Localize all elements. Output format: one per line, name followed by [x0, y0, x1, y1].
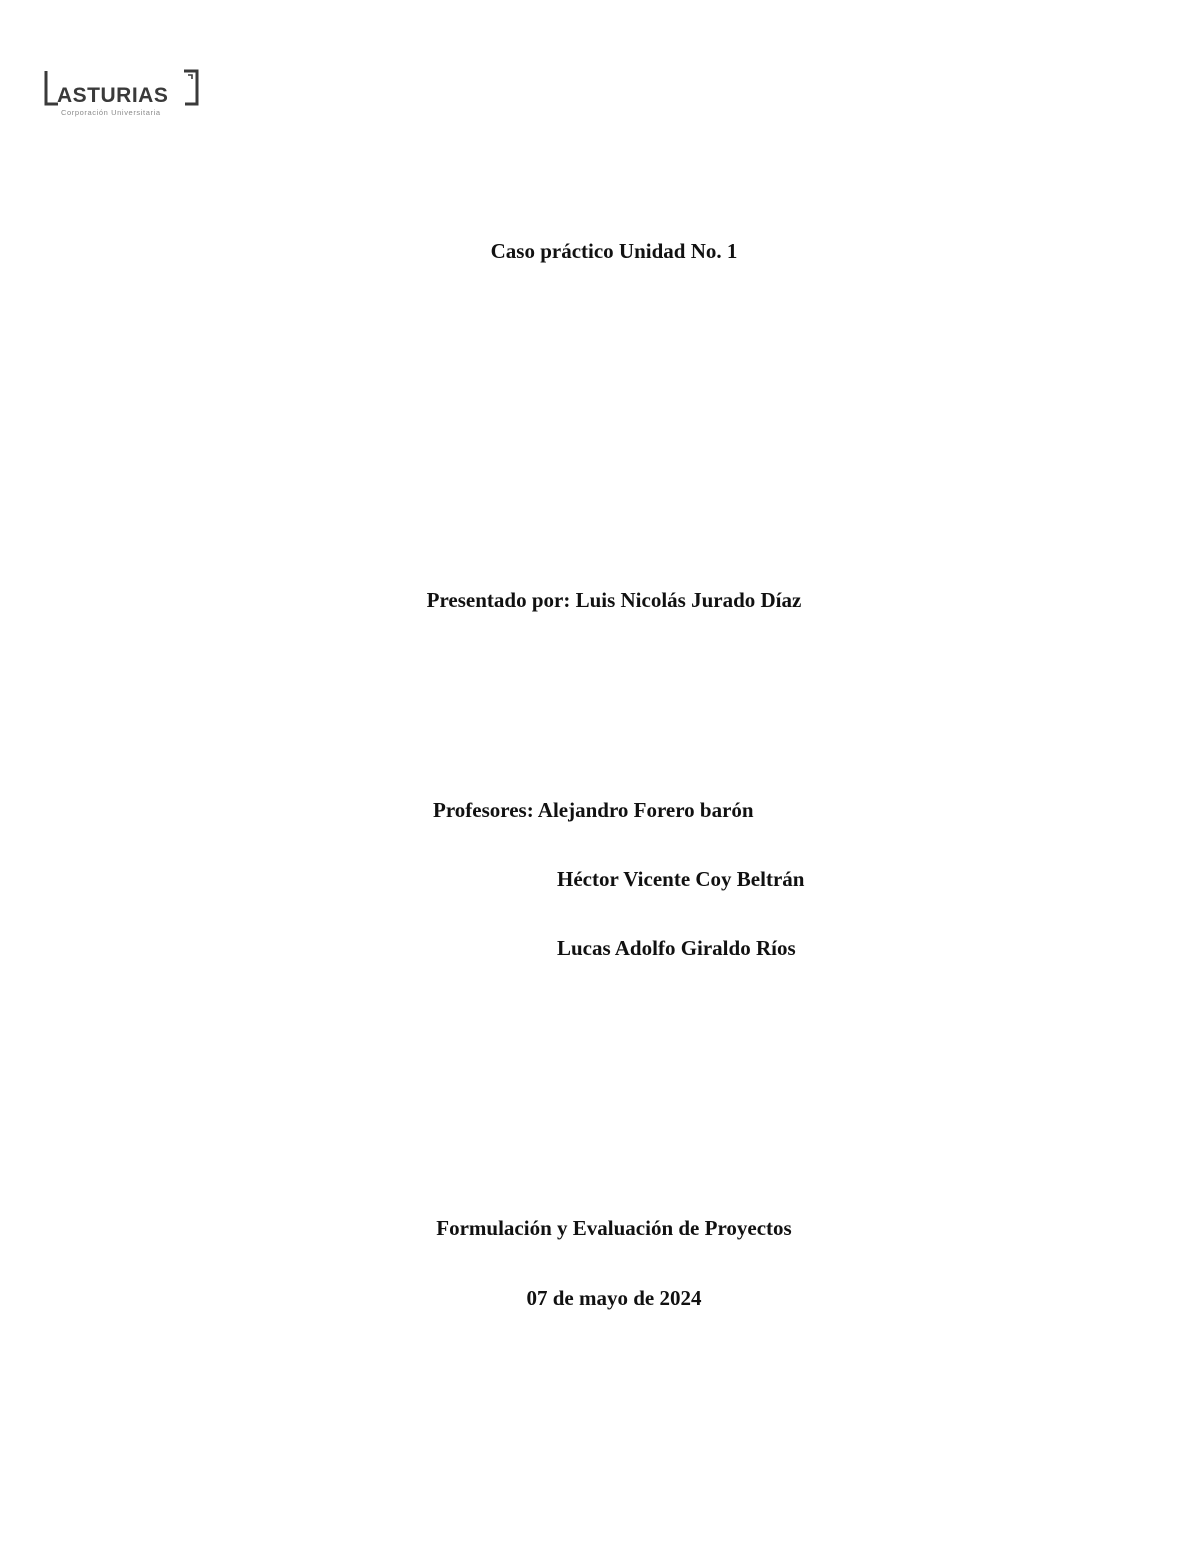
- professor-name: Lucas Adolfo Giraldo Ríos: [557, 936, 796, 960]
- professors-line: Profesores: Alejandro Forero barón: [433, 798, 754, 822]
- presented-by: Presentado por: Luis Nicolás Jurado Díaz: [426, 588, 802, 612]
- course-name: Formulación y Evaluación de Proyectos: [436, 1216, 792, 1240]
- professor-name: Héctor Vicente Coy Beltrán: [557, 867, 805, 891]
- document-title: Caso práctico Unidad No. 1: [490, 239, 738, 263]
- logo-wordmark: ASTURIAS: [57, 84, 169, 107]
- asturias-logo: [42, 68, 202, 122]
- logo-subtitle: Corporación Universitaria: [61, 108, 161, 117]
- document-date: 07 de mayo de 2024: [526, 1286, 702, 1310]
